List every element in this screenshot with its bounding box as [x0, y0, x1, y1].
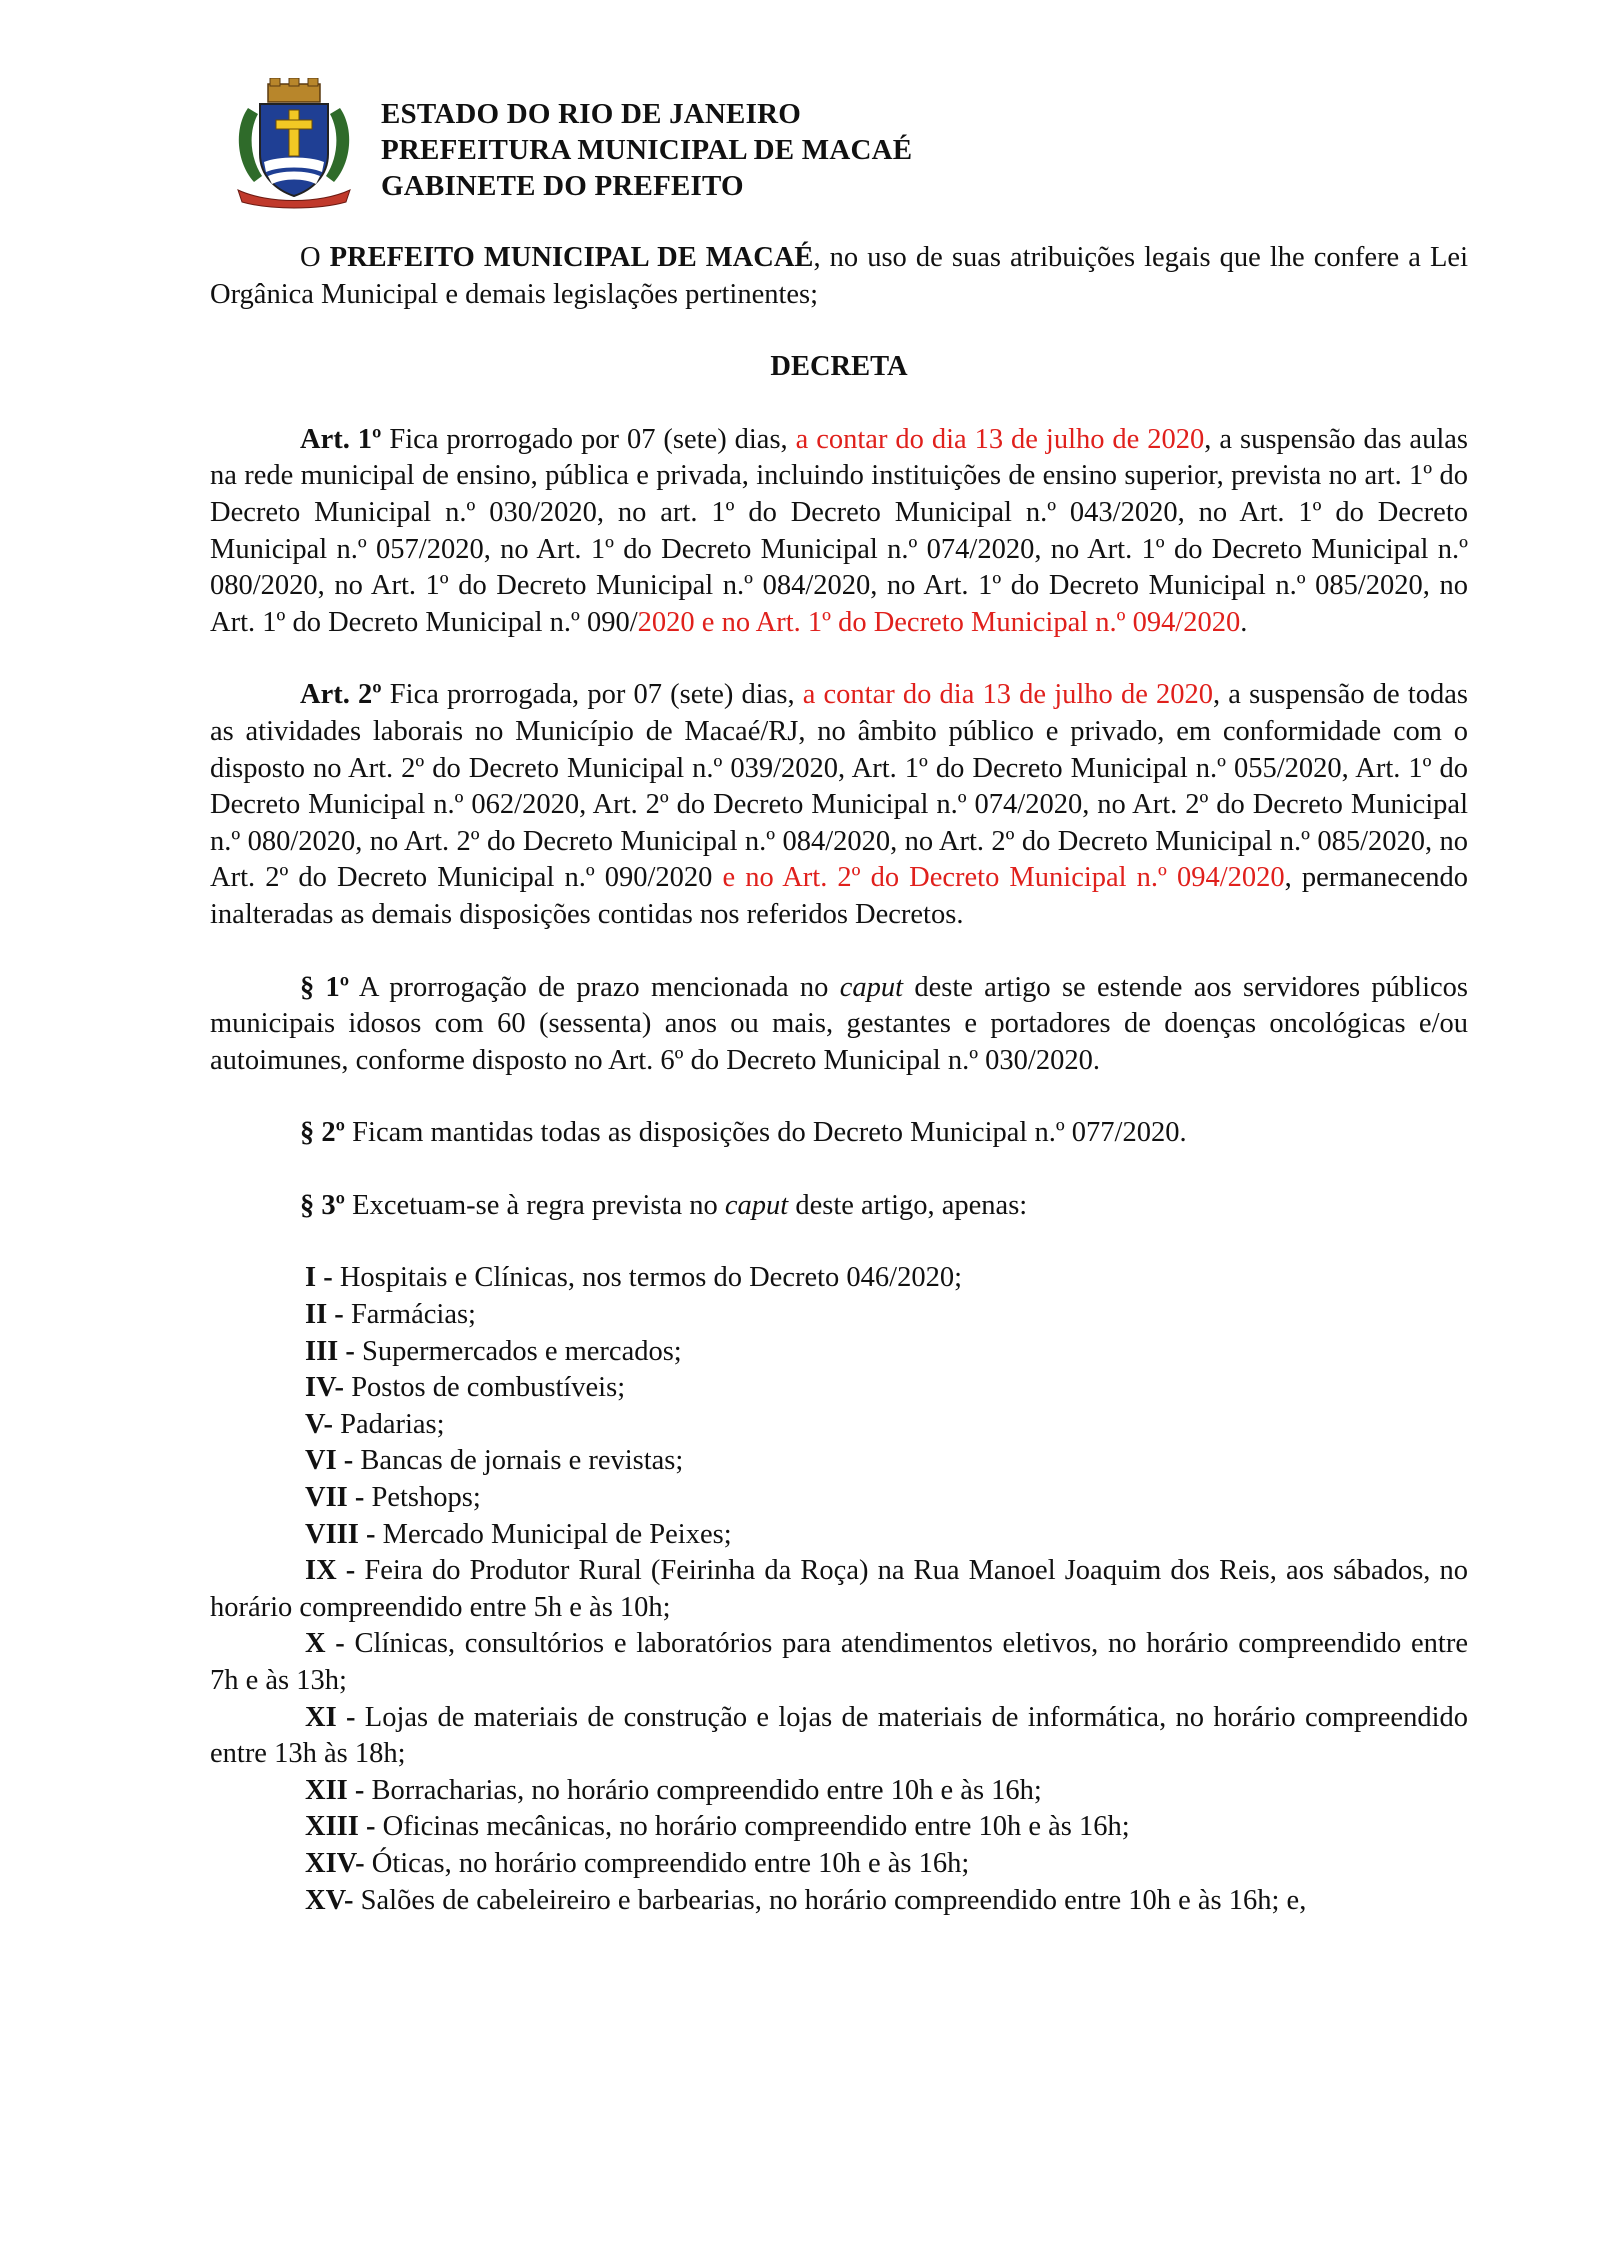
list-item: [210, 1334, 1468, 1371]
list-item: [210, 1883, 1468, 1920]
article-1: [210, 422, 1468, 642]
preamble-paragraph: [210, 240, 1468, 313]
list-item-number: XIII -: [305, 1811, 376, 1843]
paragraph-1-text-a: A prorrogação de prazo mencionada no: [349, 971, 840, 1003]
list-item-number: I -: [305, 1262, 333, 1294]
list-item-number: IX -: [305, 1555, 356, 1587]
list-item-number: X -: [305, 1628, 345, 1660]
list-item-text: Hospitais e Clínicas, nos termos do Decreto 046/2020;: [332, 1262, 963, 1294]
article-2-text-a: Fica prorrogada, por 07 (sete) dias,: [381, 679, 803, 711]
list-item: [210, 1700, 1468, 1773]
list-item: [210, 1260, 1468, 1297]
document-body: [210, 240, 1468, 1919]
preamble-authority: PREFEITO MUNICIPAL DE MACAÉ: [329, 242, 814, 273]
paragraph-2: [210, 1115, 1468, 1152]
list-item-text: Postos de combustíveis;: [344, 1372, 626, 1404]
list-item: [210, 1517, 1468, 1554]
article-1-label: Art. 1º: [300, 423, 382, 455]
article-1-text-a: Fica prorrogado por 07 (sete) dias,: [381, 423, 796, 455]
list-item-text: Feira do Produtor Rural (Feirinha da Roça) na Rua Manoel Joaquim dos Reis, aos sábados, no horário compreendido entre 5h e às 10h;: [210, 1555, 1468, 1623]
article-2-highlight-b: e no Art. 2º do Decreto Municipal n.º 094/2020: [722, 862, 1285, 894]
list-item-text: Óticas, no horário compreendido entre 10h e às 16h;: [364, 1847, 970, 1879]
list-item-text: Mercado Municipal de Peixes;: [375, 1518, 732, 1550]
list-item-number: XII -: [305, 1774, 365, 1806]
paragraph-3-text-a: Excetuam-se à regra prevista no: [345, 1189, 725, 1221]
list-item: [210, 1480, 1468, 1517]
list-item-text: Farmácias;: [343, 1299, 476, 1331]
paragraph-3-label: § 3º: [300, 1189, 346, 1221]
list-item: [210, 1809, 1468, 1846]
paragraph-3-text-b: deste artigo, apenas:: [788, 1189, 1028, 1221]
article-2-text-b: , a suspensão de todas as atividades laborais no Município de Macaé/RJ, no âmbito público e privado, em conformidade com o disposto no Art. 2º do Decreto Municipal n.º 039/2020, Art. 1º do Decreto Municipal n.º 055/2020, Art. 1º do Decreto Municipal n.º 062/2020, Art. 2º do Decreto Municipal n.º 074/2020, no Art. 2º do Decreto Municipal n.º 080/2020, no Art. 2º do Decreto Municipal n.º 084/2020, no Art. 2º do Decreto Municipal n.º 085/2020, no Art. 2º do Decreto Municipal n.º 090/2020: [210, 679, 1469, 894]
list-item-text: Borracharias, no horário compreendido entre 10h e às 16h;: [364, 1774, 1042, 1806]
list-item-number: XI -: [305, 1701, 356, 1733]
paragraph-2-label: § 2º: [300, 1117, 346, 1149]
list-item: [210, 1626, 1468, 1699]
decreta-heading: DECRETA: [770, 351, 908, 383]
letterhead: [381, 96, 912, 204]
paragraph-1: [210, 970, 1468, 1080]
article-2-highlight-a: a contar do dia 13 de julho de 2020: [802, 679, 1213, 711]
list-item: [210, 1846, 1468, 1883]
paragraph-1-label: § 1º: [300, 971, 350, 1003]
paragraph-1-text-b: deste artigo se estende aos servidores públicos municipais idosos com 60 (sessenta) anos ou mais, gestantes e portadores de doenças oncológicas e/ou autoimunes, conforme disposto no Art. 6º do Decreto Municipal n.º 030/2020.: [210, 971, 1469, 1076]
list-item-number: V-: [305, 1408, 333, 1440]
list-item-number: VI -: [305, 1445, 354, 1477]
list-item-text: Oficinas mecânicas, no horário compreendido entre 10h e às 16h;: [375, 1811, 1130, 1843]
article-1-text-b: , a suspensão das aulas na rede municipal de ensino, pública e privada, incluindo instituições de ensino superior, prevista no art. 1º do Decreto Municipal n.º 030/2020, no art. 1º do Decreto Municipal n.º 043/2020, no Art. 1º do Decreto Municipal n.º 057/2020, no Art. 1º do Decreto Municipal n.º 074/2020, no Art. 1º do Decreto Municipal n.º 080/2020, no Art. 1º do Decreto Municipal n.º 084/2020, no Art. 1º do Decreto Municipal n.º 085/2020, no Art. 1º do Decreto Municipal n.º 090/: [210, 423, 1468, 638]
list-item-number: IV-: [305, 1372, 345, 1404]
article-2-label: Art. 2º: [300, 679, 382, 711]
list-item-number: II -: [305, 1299, 344, 1331]
article-1-highlight-b: 2020 e no Art. 1º do Decreto Municipal n.º 094/2020: [637, 606, 1241, 638]
list-item-number: XIV-: [305, 1847, 365, 1879]
list-item: [210, 1370, 1468, 1407]
list-item-number: VIII -: [305, 1518, 376, 1550]
preamble-text: , no uso de suas atribuições legais que lhe confere a Lei Orgânica Municipal e demais legislações pertinentes;: [210, 242, 1468, 310]
header-municipality: PREFEITURA MUNICIPAL DE MACAÉ: [381, 134, 913, 166]
list-item-text: Lojas de materiais de construção e lojas de materiais de informática, no horário compreendido entre 13h às 18h;: [210, 1701, 1468, 1770]
list-item: [210, 1443, 1468, 1480]
article-1-end: .: [1240, 606, 1248, 638]
list-item: [210, 1773, 1468, 1810]
list-item-text: Bancas de jornais e revistas;: [353, 1445, 684, 1477]
header-state: ESTADO DO RIO DE JANEIRO: [381, 98, 801, 130]
list-item-number: III -: [305, 1335, 355, 1367]
list-item-text: Petshops;: [364, 1482, 481, 1514]
article-2-text-c: , permanecendo inalteradas as demais disposições contidas nos referidos Decretos.: [210, 862, 1468, 930]
exceptions-list: [210, 1260, 1468, 1919]
list-item: [210, 1553, 1468, 1626]
list-item: [210, 1407, 1468, 1444]
list-item: [210, 1297, 1468, 1334]
paragraph-3: [210, 1188, 1468, 1225]
paragraph-1-caput: caput: [839, 971, 904, 1003]
list-item-text: Padarias;: [332, 1408, 445, 1440]
paragraph-3-caput: caput: [724, 1189, 789, 1221]
list-item-number: VII -: [305, 1482, 365, 1514]
article-1-highlight-a: a contar do dia 13 de julho de 2020: [795, 423, 1205, 455]
list-item-number: XV-: [305, 1884, 354, 1916]
list-item-text: Supermercados e mercados;: [354, 1335, 682, 1367]
paragraph-2-text: Ficam mantidas todas as disposições do Decreto Municipal n.º 077/2020.: [345, 1117, 1187, 1149]
article-2: [210, 677, 1468, 933]
macae-coat-of-arms-icon: [228, 78, 360, 210]
header-office: GABINETE DO PREFEITO: [381, 170, 744, 202]
preamble-lead: O: [300, 242, 330, 273]
list-item-text: Clínicas, consultórios e laboratórios para atendimentos eletivos, no horário compreendido entre 7h e às 13h;: [210, 1628, 1468, 1696]
list-item-text: Salões de cabeleireiro e barbearias, no horário compreendido entre 10h e às 16h; e,: [353, 1884, 1307, 1916]
